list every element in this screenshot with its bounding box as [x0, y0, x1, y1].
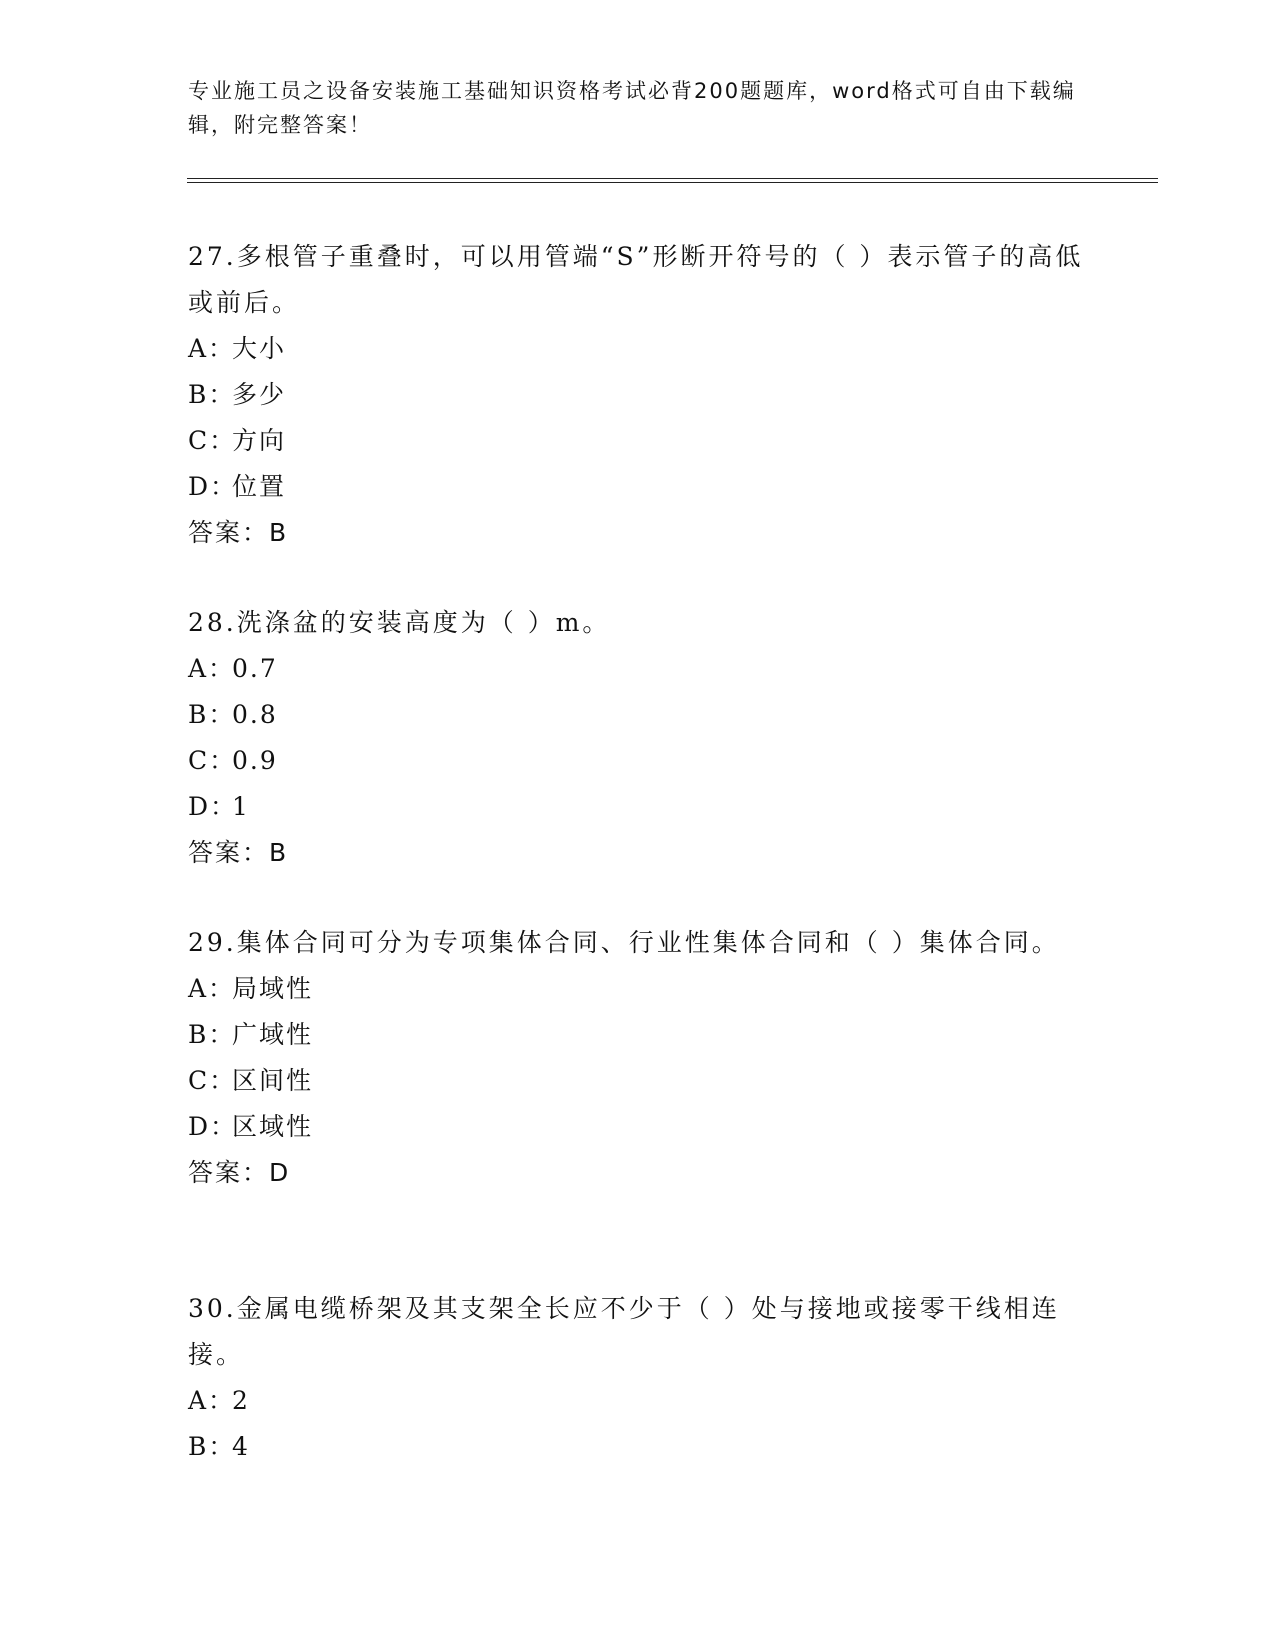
option-c	[188, 1058, 1088, 1104]
option-a	[188, 326, 1088, 372]
document-header	[188, 74, 1088, 142]
option-text: 区域性	[232, 1112, 314, 1141]
option-a	[188, 1378, 1088, 1424]
option-a	[188, 966, 1088, 1012]
header-divider	[187, 178, 1158, 183]
option-key: A：	[188, 1386, 236, 1415]
option-text: 4	[232, 1432, 250, 1461]
option-b	[188, 372, 1088, 418]
option-key: D：	[188, 472, 238, 501]
option-key: B：	[188, 700, 236, 729]
option-key: B：	[188, 1432, 236, 1461]
option-text: 0.7	[232, 654, 278, 683]
option-text: 1	[232, 792, 250, 821]
option-text: 位置	[232, 472, 287, 501]
option-d	[188, 1104, 1088, 1150]
option-text: 多少	[232, 380, 287, 409]
option-b	[188, 1012, 1088, 1058]
option-c	[188, 738, 1088, 784]
option-key: B：	[188, 380, 236, 409]
question-stem: 28.洗涤盆的安装高度为（ ）m。	[188, 608, 611, 637]
option-a	[188, 646, 1088, 692]
question-29	[188, 920, 1088, 1196]
answer-line: 答案：B	[188, 838, 289, 867]
option-b	[188, 1424, 1088, 1470]
option-key: C：	[188, 746, 237, 775]
question-27	[188, 234, 1088, 556]
option-text: 大小	[232, 334, 287, 363]
option-key: A：	[188, 974, 236, 1003]
option-key: D：	[188, 792, 238, 821]
option-text: 局域性	[232, 974, 314, 1003]
option-d	[188, 784, 1088, 830]
option-text: 0.8	[232, 700, 278, 729]
option-b	[188, 692, 1088, 738]
option-text: 区间性	[232, 1066, 314, 1095]
question-30	[188, 1286, 1088, 1470]
question-stem: 27.多根管子重叠时，可以用管端“S”形断开符号的（ ）表示管子的高低或前后。	[188, 242, 1084, 317]
option-text: 0.9	[232, 746, 278, 775]
option-d	[188, 464, 1088, 510]
question-stem: 30.金属电缆桥架及其支架全长应不少于（ ）处与接地或接零干线相连接。	[188, 1294, 1060, 1369]
option-key: B：	[188, 1020, 236, 1049]
option-key: A：	[188, 654, 236, 683]
option-key: D：	[188, 1112, 238, 1141]
option-key: C：	[188, 426, 237, 455]
question-stem: 29.集体合同可分为专项集体合同、行业性集体合同和（ ）集体合同。	[188, 928, 1060, 957]
question-28	[188, 600, 1088, 876]
option-text: 广域性	[232, 1020, 314, 1049]
option-text: 2	[232, 1386, 250, 1415]
option-text: 方向	[232, 426, 287, 455]
answer-line: 答案：B	[188, 518, 289, 547]
header-title: 专业施工员之设备安装施工基础知识资格考试必背200题题库，word格式可自由下载编辑，附完整答案！	[188, 79, 1076, 137]
answer-line: 答案：D	[188, 1158, 291, 1187]
option-key: C：	[188, 1066, 237, 1095]
option-c	[188, 418, 1088, 464]
option-key: A：	[188, 334, 236, 363]
